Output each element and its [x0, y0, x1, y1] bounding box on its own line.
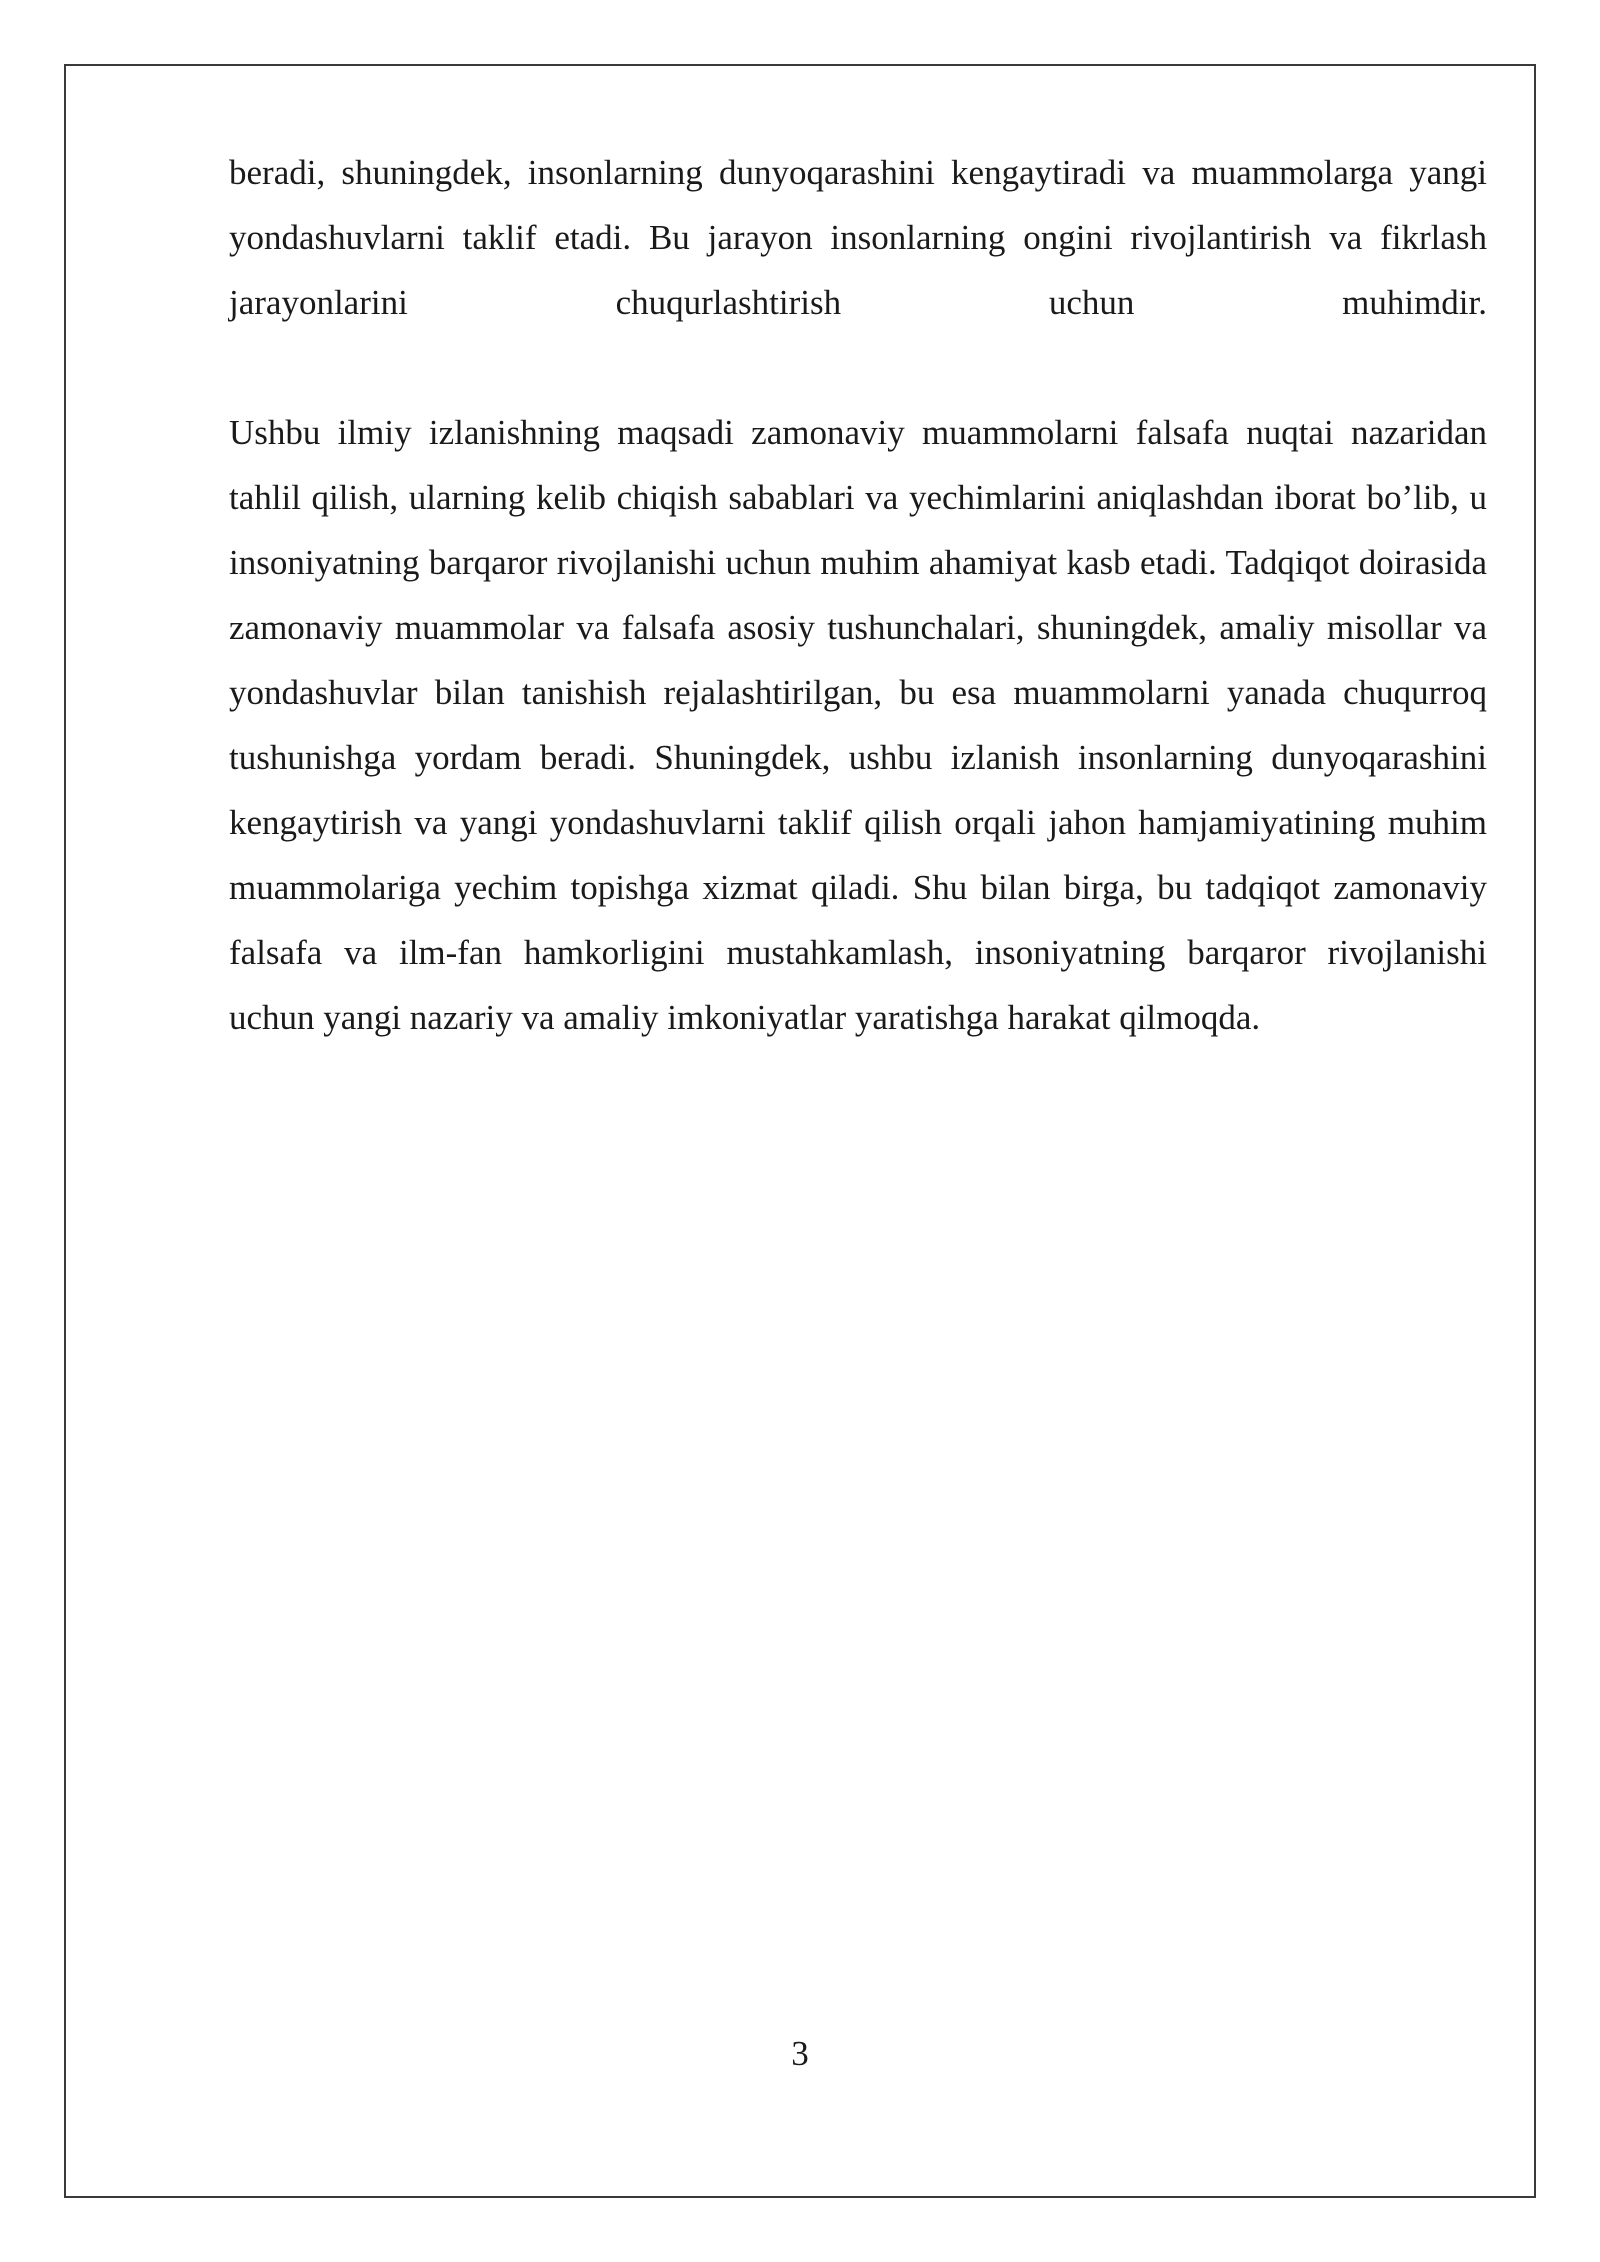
document-body [229, 140, 1487, 1050]
paragraph-2: Ushbu ilmiy izlanishning maqsadi zamonaviy muammolarni falsafa nuqtai nazaridan tahlil qilish, ularning kelib chiqish sabablari va yechimlarini aniqlashdan iborat bo’lib, u insoniyatning barqaror rivojlanishi uchun muhim ahamiyat kasb etadi. Tadqiqot doirasida zamonaviy muammolar va falsafa asosiy tushunchalari, shuningdek, amaliy misollar va yondashuvlar bilan tanishish rejalashtirilgan, bu esa muammolarni yanada chuqurroq tushunishga yordam beradi. Shuningdek, ushbu izlanish insonlarning dunyoqarashini kengaytirish va yangi yondashuvlarni taklif qilish orqali jahon hamjamiyatining muhim muammolariga yechim topishga xizmat qiladi. Shu bilan birga, bu tadqiqot zamonaviy falsafa va ilm-fan hamkorligini mustahkamlash, insoniyatning barqaror rivojlanishi uchun yangi nazariy va amaliy imkoniyatlar yaratishga harakat qilmoqda. [229, 413, 1487, 1037]
page-number: 3 [791, 2034, 809, 2073]
paragraph-1: beradi, shuningdek, insonlarning dunyoqarashini kengaytiradi va muammolarga yangi yondashuvlarni taklif etadi. Bu jarayon insonlarning ongini rivojlantirish va fikrlash jarayonlarini chuqurlashtirish uchun muhimdir. [229, 153, 1487, 322]
